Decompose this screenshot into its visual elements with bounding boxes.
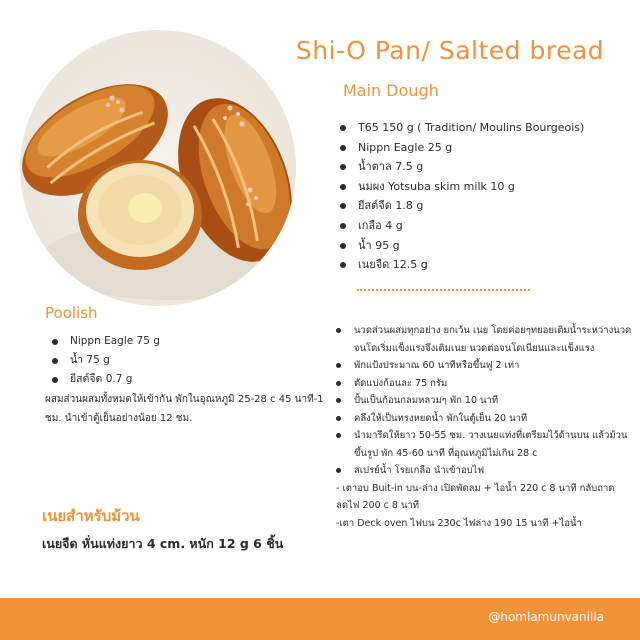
recipe-title: Shi-O Pan/ Salted bread [295,36,605,65]
method-steps [336,322,636,532]
salted-bread-image [20,30,296,306]
ingredient-item: น้ำ 75 g [52,351,160,370]
dotted-divider [357,289,530,291]
ingredient-item: Nippn Eagle 25 g [340,138,584,158]
step-item: ตัดแบ่งก้อนละ 75 กรัม [336,375,636,393]
butter-text: เนยจืด หั่นแท่งยาว 4 cm. หนัก 12 g 6 ชิ้น [42,536,284,551]
ingredient-item: น้ำ 95 g [340,236,584,256]
poolish-heading: Poolish [45,304,98,322]
ingredient-item: เกลือ 4 g [340,216,584,236]
footer-bar [0,598,640,640]
bake-note: -เตา Deck oven ไฟบน 230c ไฟล่าง 190 15 นาที +ไอน้ำ [336,517,582,529]
ingredient-item: เนยจืด 12.5 g [340,255,584,275]
ingredient-item: ยีสต์จืด 0.7 g [52,370,160,389]
butter-heading: เนยสำหรับม้วน [42,507,140,525]
poolish-ingredients [52,332,160,389]
social-handle: @homlamunvanilla [488,610,604,624]
ingredient-item: น้ำตาล 7.5 g [340,157,584,177]
ingredient-item: Nippn Eagle 75 g [52,332,160,351]
main-dough-heading: Main Dough [343,81,439,100]
ingredient-item: T65 150 g ( Tradition/ Moulins Bourgeois) [340,118,584,138]
step-item: นำมารีดให้ยาว 50-55 ซม. วางเนยแท่งที่เตรียมไว้ด้านบน แล้วม้วนขึ้นรูป พัก 45-60 นาที ที่อุณหภูมิไม่เกิน 28 c [336,427,636,462]
step-item: ปั้นเป็นก้อนกลมหลวมๆ พัก 10 นาที [336,392,636,410]
step-item: คลึงให้เป็นทรงหยดน้ำ พักในตู้เย็น 20 นาที [336,410,636,428]
bread-photo [20,30,296,306]
step-item: นวดส่วนผสมทุกอย่าง ยกเว้น เนย โดยค่อยๆทยอยเติมน้ำระหว่างนวด จนโดเริ่มแข็งแรงจึงเติมเนย นวดต่อจนโดเนียนและแข็งแรง [336,322,636,357]
poolish-instruction: ผสมส่วนผสมทั้งหมดให้เข้ากัน พักในอุณหภูมิ 25-28 c 45 นาที-1 ชม. นำเข้าตู้เย็นอย่างน้อย 12 ชม. [45,394,324,424]
ingredient-item: ยีสต์จืด 1.8 g [340,196,584,216]
main-dough-ingredients [340,118,584,275]
ingredient-item: นมผง Yotsuba skim milk 10 g [340,177,584,197]
bake-note: - เตาอบ Buit-in บน-ล่าง เปิดพัดลม + ไอน้ำ 220 c 8 นาที กลับถาด ลดไฟ 200 c 8 นาที [336,482,615,511]
step-item: สเปรย์น้ำ โรยเกลือ นำเข้าอบไฟ [336,462,636,480]
step-item: พักแป้งประมาณ 60 นาทีหรือขึ้นฟู 2 เท่า [336,357,636,375]
